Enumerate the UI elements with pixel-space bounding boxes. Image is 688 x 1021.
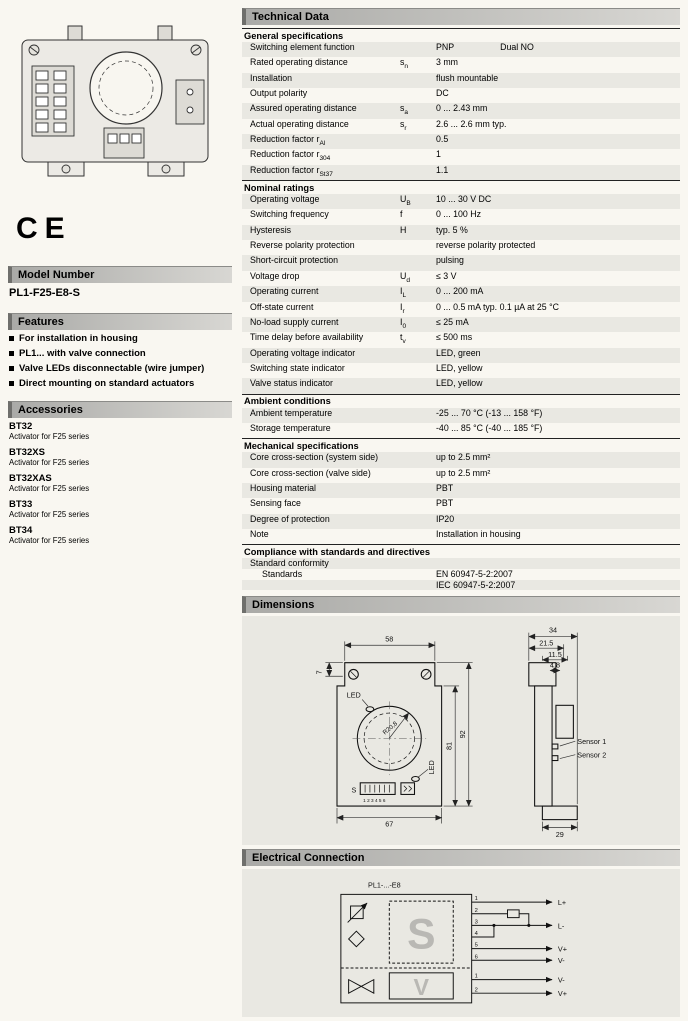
spec-symbol <box>400 483 436 498</box>
terminal-label-v-plus-lower: V+ <box>557 989 567 999</box>
dim-width-top: 58 <box>385 634 394 644</box>
diagram-model-label: PL1-...-E8 <box>368 880 401 890</box>
spec-rows-ambient <box>242 408 680 439</box>
spec-row <box>242 134 680 149</box>
valve-symbol <box>349 980 374 994</box>
spec-value <box>436 558 680 569</box>
feature-text: PL1... with valve connection <box>19 348 146 359</box>
accessory-name: BT32XAS <box>9 473 52 484</box>
spec-symbol <box>400 529 436 544</box>
spec-label <box>250 580 400 591</box>
spec-row <box>242 194 680 209</box>
spec-label: Reverse polarity protection <box>250 240 355 251</box>
section-heading-nominal: Nominal ratings <box>242 180 680 194</box>
spec-row <box>242 317 680 332</box>
spec-label: Assured operating distance <box>250 103 357 114</box>
spec-symbol: $I_0$ <box>400 316 407 330</box>
dim-depth-2: 21.5 <box>539 638 554 648</box>
pin-number: 2 <box>474 907 478 914</box>
spec-value: -25 ... 70 °C (-13 ... 158 °F) <box>436 407 543 418</box>
spec-value: LED, green <box>436 347 481 358</box>
spec-symbol <box>400 73 436 88</box>
spec-symbol: H <box>400 224 407 235</box>
spec-label: Voltage drop <box>250 270 300 281</box>
spec-value: 0 ... 0.5 mA typ. 0.1 µA at 25 °C <box>436 301 560 312</box>
accessory-desc: Activator for F25 series <box>9 432 90 441</box>
terminal-label-l-minus: L- <box>557 921 565 931</box>
electrical-connection-title: Electrical Connection <box>252 852 365 865</box>
ce-mark: CE <box>16 212 72 245</box>
spec-label: Core cross-section (system side) <box>250 452 379 463</box>
spec-symbol <box>400 498 436 513</box>
spec-value: flush mountable <box>436 72 499 83</box>
dimensions-title: Dimensions <box>252 599 315 612</box>
spec-symbol <box>400 378 436 393</box>
spec-value: -40 ... 85 °C (-40 ... 185 °F) <box>436 422 543 433</box>
sensor-symbol <box>348 903 367 947</box>
spec-row <box>242 103 680 118</box>
accessories-title: Accessories <box>18 404 83 416</box>
pin-number: 5 <box>474 942 478 949</box>
spec-label: Ambient temperature <box>250 407 333 418</box>
bullet-icon <box>9 336 14 341</box>
spec-value: ≤ 25 mA <box>436 316 469 327</box>
spec-label: Reduction factor $r_{304}$ <box>250 149 331 163</box>
spec-label: Housing material <box>250 482 317 493</box>
standard-value: EN 60947-5-2:2007 <box>436 568 513 579</box>
pin-number: 6 <box>474 954 478 961</box>
spec-symbol <box>400 468 436 483</box>
feature-text: Valve LEDs disconnectable (wire jumper) <box>19 363 205 374</box>
spec-label: Off-state current <box>250 301 314 312</box>
spec-row <box>242 483 680 498</box>
electrical-connection-header <box>242 849 680 866</box>
features-title: Features <box>18 316 64 328</box>
spec-label: Reduction factor $r_{Al}$ <box>250 134 326 147</box>
accessory-name: BT32XS <box>9 447 45 458</box>
model-number-title: Model Number <box>18 269 95 281</box>
spec-row <box>242 423 680 438</box>
accessory-item <box>9 525 232 545</box>
spec-row <box>242 286 680 301</box>
spec-value: LED, yellow <box>436 378 483 389</box>
spec-label: Output polarity <box>250 88 308 99</box>
technical-data-title: Technical Data <box>252 11 329 23</box>
spec-rows-mechanical <box>242 452 680 544</box>
spec-label: Reduction factor $r_{St37}$ <box>250 164 333 178</box>
spec-symbol <box>400 558 436 569</box>
spec-row <box>242 498 680 513</box>
features-header <box>8 313 232 330</box>
spec-symbol <box>400 149 436 164</box>
spec-symbol <box>400 423 436 438</box>
pin-number: 3 <box>474 919 478 926</box>
spec-value: pulsing <box>436 255 464 266</box>
spec-row <box>242 452 680 467</box>
sensor1-label: Sensor 1 <box>577 737 607 747</box>
spec-label: Switching element function <box>250 42 355 52</box>
spec-label: Short-circuit protection <box>250 255 339 266</box>
electrical-diagram <box>244 875 678 1011</box>
accessory-desc: Activator for F25 series <box>9 510 90 519</box>
front-dimension-lines <box>325 641 472 823</box>
spec-row <box>242 57 680 72</box>
spec-label: Degree of protection <box>250 513 330 524</box>
terminal-label-v-minus-lower: V- <box>557 975 565 985</box>
dim-depth-3: 11.5 <box>548 649 562 659</box>
accessory-item <box>9 447 232 467</box>
spec-row <box>242 529 680 544</box>
spec-value: PNP Dual NO <box>436 42 534 52</box>
spec-row <box>242 408 680 423</box>
switch-digits: 123456 <box>363 798 387 804</box>
spec-value: ≤ 500 ms <box>436 332 473 343</box>
spec-rows-nominal <box>242 194 680 393</box>
model-number-value: PL1-F25-E8-S <box>9 287 80 299</box>
spec-row <box>242 558 680 569</box>
spec-symbol <box>400 42 436 57</box>
spec-value: LED, yellow <box>436 362 483 373</box>
spec-value: 0 ... 2.43 mm <box>436 103 488 114</box>
spec-rows-compliance <box>242 558 680 590</box>
spec-value: PBT <box>436 482 454 493</box>
standards-label: Standards <box>262 568 303 579</box>
section-heading-compliance: Compliance with standards and directives <box>242 544 680 558</box>
dim-depth-total: 34 <box>548 625 558 635</box>
switch-label: S <box>351 785 357 795</box>
spec-symbol <box>400 134 436 149</box>
spec-label: Hysteresis <box>250 224 292 235</box>
spec-label: Operating voltage indicator <box>250 347 356 358</box>
terminal-label-l-plus: L+ <box>557 898 567 908</box>
wire-junction <box>527 924 530 927</box>
accessory-item <box>9 421 232 441</box>
pin-number: 1 <box>474 973 478 980</box>
electrical-panel <box>242 869 680 1017</box>
spec-row <box>242 42 680 57</box>
valve-block-letter: V <box>413 974 430 1001</box>
spec-label: Rated operating distance <box>250 57 348 68</box>
pin-number: 2 <box>474 987 478 994</box>
dimension-drawing <box>244 622 678 839</box>
spec-row <box>242 73 680 88</box>
dim-side-width-bottom: 29 <box>555 830 564 840</box>
spec-symbol <box>400 580 436 591</box>
spec-symbol: $s_a$ <box>400 103 409 117</box>
dim-offset-left: 7 <box>314 670 324 675</box>
dimensions-header <box>242 596 680 613</box>
bullet-icon <box>9 351 14 356</box>
pin-number: 1 <box>474 896 478 903</box>
spec-value: 2.6 ... 2.6 mm typ. <box>436 118 507 129</box>
spec-value: typ. 5 % <box>436 224 468 235</box>
features-list <box>9 333 232 389</box>
dim-height-inner: 81 <box>444 742 454 751</box>
sensor-block-letter: S <box>407 910 436 959</box>
side-view-outline <box>529 660 577 820</box>
accessories-header <box>8 401 232 418</box>
spec-row <box>242 580 680 591</box>
spec-value: PBT <box>436 498 454 509</box>
spec-symbol <box>400 255 436 270</box>
terminal-label-v-minus: V- <box>557 956 565 966</box>
sensor2-label: Sensor 2 <box>577 750 607 760</box>
spec-rows-general <box>242 42 680 180</box>
product-drawing <box>8 10 232 198</box>
spec-value: 0 ... 200 mA <box>436 286 484 297</box>
section-heading-general: General specifications <box>242 28 680 42</box>
feature-item <box>9 363 232 374</box>
dim-radius: R20,8 <box>381 720 399 737</box>
left-column <box>8 8 232 1021</box>
spec-value: ≤ 3 V <box>436 270 457 281</box>
spec-value: 3 mm <box>436 57 458 68</box>
spec-value: 0.5 <box>436 134 449 145</box>
model-number-header <box>8 266 232 283</box>
wire-junction <box>492 924 495 927</box>
spec-label: Time delay before availability <box>250 332 364 343</box>
spec-value: reverse polarity protected <box>436 240 536 251</box>
spec-row <box>242 514 680 529</box>
accessory-name: BT34 <box>9 525 33 536</box>
spec-symbol <box>400 514 436 529</box>
accessory-desc: Activator for F25 series <box>9 536 90 545</box>
spec-symbol <box>400 363 436 378</box>
led-label-side: LED <box>426 760 436 775</box>
pin-number: 4 <box>474 931 478 938</box>
spec-row <box>242 302 680 317</box>
spec-symbol <box>400 408 436 423</box>
accessories-list <box>9 421 232 545</box>
accessory-name: BT33 <box>9 499 33 510</box>
technical-data-table <box>242 28 680 590</box>
spec-value: 0 ... 100 Hz <box>436 209 481 220</box>
spec-label: Installation <box>250 72 293 83</box>
spec-value: Installation in housing <box>436 528 521 539</box>
accessory-item <box>9 499 232 519</box>
spec-row <box>242 363 680 378</box>
feature-item <box>9 333 232 344</box>
product-ring <box>90 52 162 124</box>
spec-row <box>242 149 680 164</box>
spec-value: 1.1 <box>436 164 449 175</box>
spec-value: up to 2.5 mm² <box>436 467 491 478</box>
spec-value: 10 ... 30 V DC <box>436 194 492 205</box>
dim-width-bottom: 67 <box>385 819 394 829</box>
spec-symbol: $t_v$ <box>400 332 406 345</box>
spec-row <box>242 225 680 240</box>
spec-label: Sensing face <box>250 498 301 509</box>
spec-label: Operating current <box>250 286 319 297</box>
spec-row <box>242 209 680 224</box>
dim-height-outer: 92 <box>457 730 467 739</box>
technical-data-header <box>242 8 680 25</box>
technical-data-column <box>242 8 680 1021</box>
spec-label: Valve status indicator <box>250 378 333 389</box>
bullet-icon <box>9 381 14 386</box>
spec-value: DC <box>436 88 449 99</box>
spec-row <box>242 332 680 347</box>
spec-symbol <box>400 348 436 363</box>
spec-symbol <box>400 240 436 255</box>
spec-label: Operating voltage <box>250 194 320 205</box>
feature-text: Direct mounting on standard actuators <box>19 378 195 389</box>
spec-row <box>242 165 680 180</box>
compliance-subheading: Standard conformity <box>250 558 329 569</box>
spec-value: IP20 <box>436 513 455 524</box>
dim-depth-4: 4.8 <box>549 660 561 670</box>
spec-label: No-load supply current <box>250 316 339 327</box>
spec-row <box>242 468 680 483</box>
spec-row <box>242 88 680 103</box>
spec-label: Storage temperature <box>250 422 331 433</box>
accessory-name: BT32 <box>9 421 33 432</box>
spec-value: up to 2.5 mm² <box>436 452 491 463</box>
feature-item <box>9 378 232 389</box>
spec-row <box>242 378 680 393</box>
spec-symbol: $s_n$ <box>400 57 409 71</box>
product-image <box>8 10 232 198</box>
spec-symbol <box>400 165 436 180</box>
dimensions-panel <box>242 616 680 845</box>
spec-symbol <box>400 88 436 103</box>
led-label-top: LED <box>346 690 361 700</box>
spec-label: Core cross-section (valve side) <box>250 467 371 478</box>
spec-row <box>242 240 680 255</box>
spec-value: 1 <box>436 149 441 160</box>
spec-symbol <box>400 569 436 580</box>
spec-symbol: f <box>400 209 403 220</box>
spec-symbol: $I_L$ <box>400 286 407 299</box>
section-heading-mechanical: Mechanical specifications <box>242 438 680 452</box>
feature-item <box>9 348 232 359</box>
feature-text: For installation in housing <box>19 333 138 344</box>
accessory-item <box>9 473 232 493</box>
spec-label: Note <box>250 528 269 539</box>
accessory-desc: Activator for F25 series <box>9 484 90 493</box>
spec-symbol <box>400 452 436 467</box>
spec-row <box>242 119 680 134</box>
spec-row <box>242 255 680 270</box>
spec-row <box>242 271 680 286</box>
spec-symbol: $U_B$ <box>400 194 411 207</box>
spec-symbol: $U_d$ <box>400 270 410 284</box>
bullet-icon <box>9 366 14 371</box>
terminal-label-v-plus: V+ <box>557 944 567 954</box>
dip-switch-ticks <box>365 785 389 793</box>
spec-label: Switching state indicator <box>250 362 345 373</box>
spec-symbol: $s_r$ <box>400 118 407 132</box>
wiring <box>472 902 552 993</box>
section-heading-ambient: Ambient conditions <box>242 394 680 408</box>
standard-value: IEC 60947-5-2:2007 <box>436 579 516 590</box>
accessory-desc: Activator for F25 series <box>9 458 90 467</box>
spec-symbol: $I_r$ <box>400 301 405 315</box>
spec-row <box>242 569 680 580</box>
spec-row <box>242 348 680 363</box>
spec-label: Actual operating distance <box>250 118 349 129</box>
spec-label: Switching frequency <box>250 209 329 220</box>
